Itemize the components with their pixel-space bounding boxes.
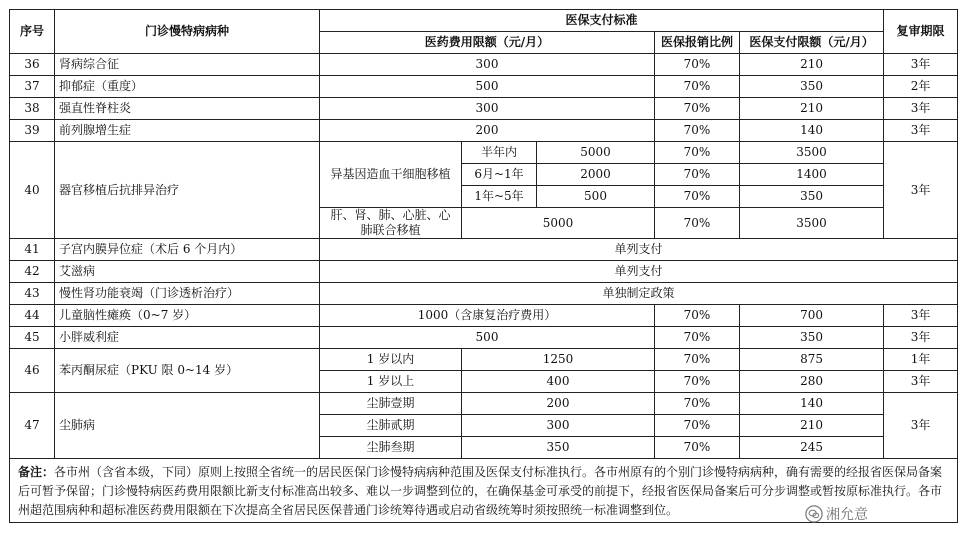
row-pay: 245 xyxy=(740,437,884,459)
row-policy: 单列支付 xyxy=(320,239,958,261)
row-disease: 肾病综合征 xyxy=(55,54,320,76)
row-pay: 1400 xyxy=(740,164,884,186)
row-no: 47 xyxy=(10,393,55,459)
row-disease: 前列腺增生症 xyxy=(55,120,320,142)
table-row xyxy=(10,261,958,283)
row-cost: 300 xyxy=(320,98,655,120)
row-ratio: 70% xyxy=(655,208,740,239)
row-ratio: 70% xyxy=(655,305,740,327)
sub-category: 肝、肾、肺、心脏、心肺联合移植 xyxy=(320,208,462,239)
row-ratio: 70% xyxy=(655,186,740,208)
wechat-icon xyxy=(805,505,823,523)
table-row xyxy=(10,283,958,305)
table-row xyxy=(10,54,958,76)
header-standard: 医保支付标准 xyxy=(320,10,884,32)
row-pay: 3500 xyxy=(740,208,884,239)
row-ratio: 70% xyxy=(655,393,740,415)
row-disease: 器官移植后抗排异治疗 xyxy=(55,142,320,239)
row-cost: 350 xyxy=(462,437,655,459)
row-disease: 子宫内膜异位症（术后 6 个月内） xyxy=(55,239,320,261)
note-label: 备注： xyxy=(18,465,55,479)
watermark-text: 湘允意 xyxy=(826,507,868,523)
table-row xyxy=(10,120,958,142)
policy-table-container xyxy=(9,9,957,523)
row-pay: 280 xyxy=(740,371,884,393)
header-no: 序号 xyxy=(10,10,55,54)
watermark xyxy=(805,504,868,524)
row-no: 43 xyxy=(10,283,55,305)
period: 1年~5年 xyxy=(462,186,537,208)
row-disease: 尘肺病 xyxy=(55,393,320,459)
row-disease: 强直性脊柱炎 xyxy=(55,98,320,120)
row-cost: 500 xyxy=(537,186,655,208)
table-row xyxy=(10,305,958,327)
row-pay: 875 xyxy=(740,349,884,371)
header-pay-limit: 医保支付限额（元/月） xyxy=(740,32,884,54)
period: 半年内 xyxy=(462,142,537,164)
row-ratio: 70% xyxy=(655,164,740,186)
row-ratio: 70% xyxy=(655,120,740,142)
row-disease: 小胖威利症 xyxy=(55,327,320,349)
row-review: 1年 xyxy=(884,349,958,371)
row-no: 39 xyxy=(10,120,55,142)
table-row xyxy=(10,76,958,98)
row-cost: 5000 xyxy=(537,142,655,164)
row-pay: 140 xyxy=(740,120,884,142)
row-no: 40 xyxy=(10,142,55,239)
row-cost: 1250 xyxy=(462,349,655,371)
row-pay: 3500 xyxy=(740,142,884,164)
table-row xyxy=(10,142,958,164)
row-no: 36 xyxy=(10,54,55,76)
row-disease: 儿童脑性瘫痪（0~7 岁） xyxy=(55,305,320,327)
row-pay: 700 xyxy=(740,305,884,327)
row-cost: 200 xyxy=(462,393,655,415)
row-cost: 500 xyxy=(320,76,655,98)
row-pay: 210 xyxy=(740,415,884,437)
sub-category: 尘肺贰期 xyxy=(320,415,462,437)
row-review: 3年 xyxy=(884,305,958,327)
row-review: 3年 xyxy=(884,142,958,239)
row-ratio: 70% xyxy=(655,142,740,164)
row-disease: 艾滋病 xyxy=(55,261,320,283)
row-ratio: 70% xyxy=(655,437,740,459)
row-ratio: 70% xyxy=(655,327,740,349)
header-review: 复审期限 xyxy=(884,10,958,54)
row-ratio: 70% xyxy=(655,415,740,437)
row-cost: 200 xyxy=(320,120,655,142)
row-cost: 300 xyxy=(320,54,655,76)
table-row xyxy=(10,239,958,261)
row-pay: 350 xyxy=(740,76,884,98)
row-ratio: 70% xyxy=(655,371,740,393)
row-review: 3年 xyxy=(884,371,958,393)
sub-category: 异基因造血干细胞移植 xyxy=(320,142,462,208)
row-no: 42 xyxy=(10,261,55,283)
sub-category: 尘肺壹期 xyxy=(320,393,462,415)
row-cost: 5000 xyxy=(462,208,655,239)
policy-table xyxy=(9,9,958,523)
row-review: 3年 xyxy=(884,54,958,76)
header-ratio: 医保报销比例 xyxy=(655,32,740,54)
row-no: 38 xyxy=(10,98,55,120)
table-row xyxy=(10,393,958,415)
table-row xyxy=(10,98,958,120)
header-disease: 门诊慢特病病种 xyxy=(55,10,320,54)
row-pay: 140 xyxy=(740,393,884,415)
row-ratio: 70% xyxy=(655,76,740,98)
table-row xyxy=(10,349,958,371)
row-pay: 350 xyxy=(740,327,884,349)
row-cost: 500 xyxy=(320,327,655,349)
row-pay: 210 xyxy=(740,98,884,120)
header-cost-limit: 医药费用限额（元/月） xyxy=(320,32,655,54)
row-no: 44 xyxy=(10,305,55,327)
row-cost: 400 xyxy=(462,371,655,393)
row-review: 2年 xyxy=(884,76,958,98)
sub-category: 尘肺叁期 xyxy=(320,437,462,459)
period: 6月~1年 xyxy=(462,164,537,186)
row-no: 45 xyxy=(10,327,55,349)
note-text: 各市州（含省本级，下同）原则上按照全省统一的居民医保门诊慢特病病种范围及医保支付标准执行。各市州原有的个别门诊慢特病病种，确有需要的经报省医保局备案后可暂予保留；门诊慢特病医药费用限额比新支付标准高出较多、难以一步调整到位的，在确保基金可承受的前提下，经报省医保局备案后可分步调整或暂按原标准执行。各市州超范围病种和超标准医药费用限额在下次提高全省居民医保普通门诊统筹待遇或启动省级统筹时须按照统一标准调整到位。 xyxy=(18,465,943,517)
row-policy: 单列支付 xyxy=(320,261,958,283)
row-disease: 慢性肾功能衰竭（门诊透析治疗） xyxy=(55,283,320,305)
row-pay: 350 xyxy=(740,186,884,208)
row-ratio: 70% xyxy=(655,349,740,371)
row-ratio: 70% xyxy=(655,54,740,76)
row-no: 37 xyxy=(10,76,55,98)
row-cost: 2000 xyxy=(537,164,655,186)
row-pay: 210 xyxy=(740,54,884,76)
row-no: 46 xyxy=(10,349,55,393)
row-cost: 1000（含康复治疗费用） xyxy=(320,305,655,327)
row-disease: 抑郁症（重度） xyxy=(55,76,320,98)
row-ratio: 70% xyxy=(655,98,740,120)
row-review: 3年 xyxy=(884,120,958,142)
table-row xyxy=(10,327,958,349)
row-review: 3年 xyxy=(884,327,958,349)
row-policy: 单独制定政策 xyxy=(320,283,958,305)
row-disease: 苯丙酮尿症（PKU 限 0~14 岁） xyxy=(55,349,320,393)
sub-category: 1 岁以内 xyxy=(320,349,462,371)
header-row xyxy=(10,10,958,32)
row-review: 3年 xyxy=(884,98,958,120)
sub-category: 1 岁以上 xyxy=(320,371,462,393)
row-no: 41 xyxy=(10,239,55,261)
row-cost: 300 xyxy=(462,415,655,437)
row-review: 3年 xyxy=(884,393,958,459)
